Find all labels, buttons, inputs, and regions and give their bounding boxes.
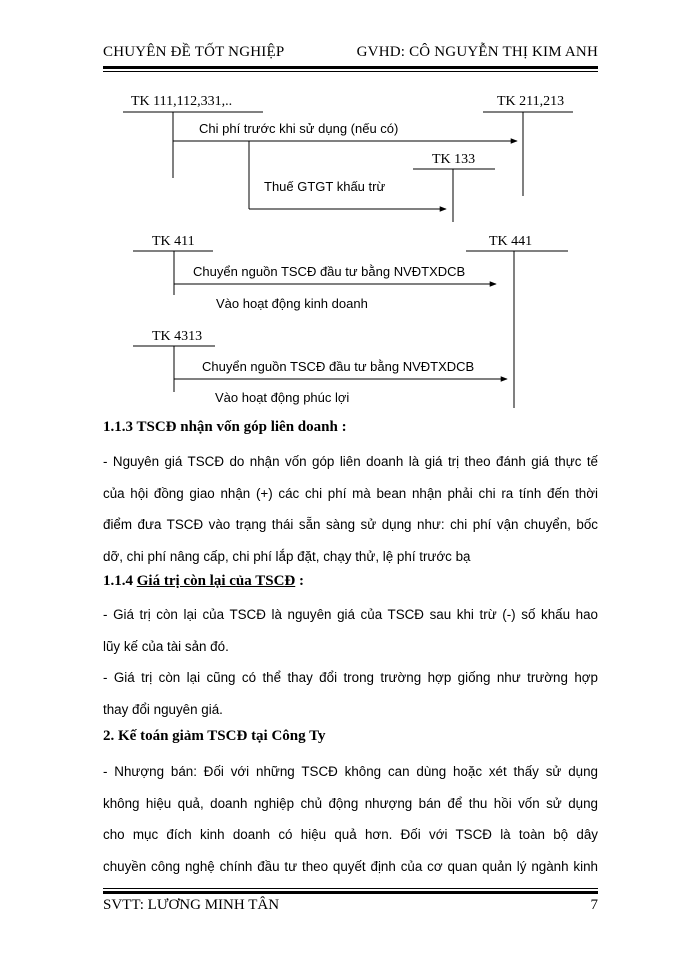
section-113-line: dỡ, chi phí nâng cấp, chi phí lắp đặt, chạy thử, lệ phí trước bạ	[103, 548, 471, 564]
tk411-line-b: Vào hoạt động kinh doanh	[216, 296, 368, 311]
section-2-body	[103, 756, 598, 882]
section-113-title: 1.1.3 TSCĐ nhận vốn góp liên doanh :	[103, 419, 347, 435]
section-114-line: - Giá trị còn lại cũng có thể thay đổi trong trường hợp giống như trường hợp	[103, 670, 598, 685]
diagram-lines	[0, 0, 700, 420]
section-114-prefix: 1.1.4	[103, 573, 137, 589]
section-2-title: 2. Kế toán giảm TSCĐ tại Công Ty	[103, 728, 326, 744]
tk133-label: TK 133	[432, 152, 476, 167]
section-2-line: cho mục đích kinh doanh có hiệu quả hơn. Đối với TSCĐ là toàn bộ dây	[103, 827, 598, 842]
section-2-line: không hiệu quả, doanh nghiệp chủ động nhượng bán để thu hồi vốn sử dụng	[103, 795, 598, 811]
footer-rule-thin	[103, 888, 598, 889]
page-number: 7	[590, 897, 598, 913]
section-114-line: lũy kế của tài sản đó.	[103, 638, 229, 654]
tk411-label: TK 411	[152, 234, 195, 249]
tk4313-label: TK 4313	[152, 329, 203, 344]
footer-author: SVTT: LƯƠNG MINH TÂN	[103, 897, 280, 913]
tk441-label: TK 441	[489, 234, 533, 249]
tk111-label: TK 111,112,331,..	[131, 94, 233, 109]
header-right: GVHD: CÔ NGUYỄN THỊ KIM ANH	[356, 44, 598, 60]
section-114-line: - Giá trị còn lại của TSCĐ là nguyên giá của TSCĐ sau khi trừ (-) số khấu hao	[103, 607, 598, 622]
tk4313-line-a: Chuyển nguồn TSCĐ đầu tư bằng NVĐTXDCB	[202, 359, 475, 374]
header-left: CHUYÊN ĐỀ TỐT NGHIỆP	[103, 44, 285, 60]
footer-rule-thick	[103, 891, 598, 894]
section-113-line: điểm đưa TSCĐ vào trạng thái sẵn sàng sử dụng như: chi phí vận chuyển, bốc	[103, 517, 598, 532]
section-2-line: chuyền công nghệ chính đầu tư theo quyết định của cơ quan quản lý ngành kinh	[103, 858, 598, 874]
section-114-suffix: :	[295, 573, 304, 589]
cost-label: Chi phí trước khi sử dụng (nếu có)	[199, 121, 399, 136]
section-2-line: - Nhượng bán: Đối với những TSCĐ không can dùng hoặc xét thấy sử dụng	[103, 764, 598, 779]
tk211-label: TK 211,213	[497, 94, 565, 109]
accounting-diagram	[0, 0, 700, 420]
tk4313-line-b: Vào hoạt động phúc lợi	[215, 390, 350, 405]
vat-label: Thuế GTGT khấu trừ	[264, 179, 386, 194]
tk411-line-a: Chuyển nguồn TSCĐ đầu tư bằng NVĐTXDCB	[193, 264, 466, 279]
section-114-title-text: Giá trị còn lại của TSCĐ	[136, 573, 296, 589]
section-114-line: thay đổi nguyên giá.	[103, 701, 223, 717]
section-114-title	[103, 573, 304, 590]
section-113-line: của hội đồng giao nhận (+) các chi phí mà bean nhận phải chi ra tính đến thời	[103, 485, 598, 501]
section-114-body	[103, 599, 598, 725]
section-113-body	[103, 446, 598, 572]
section-113-line: - Nguyên giá TSCĐ do nhận vốn góp liên doanh là giá trị theo đánh giá thực tế	[103, 454, 598, 469]
